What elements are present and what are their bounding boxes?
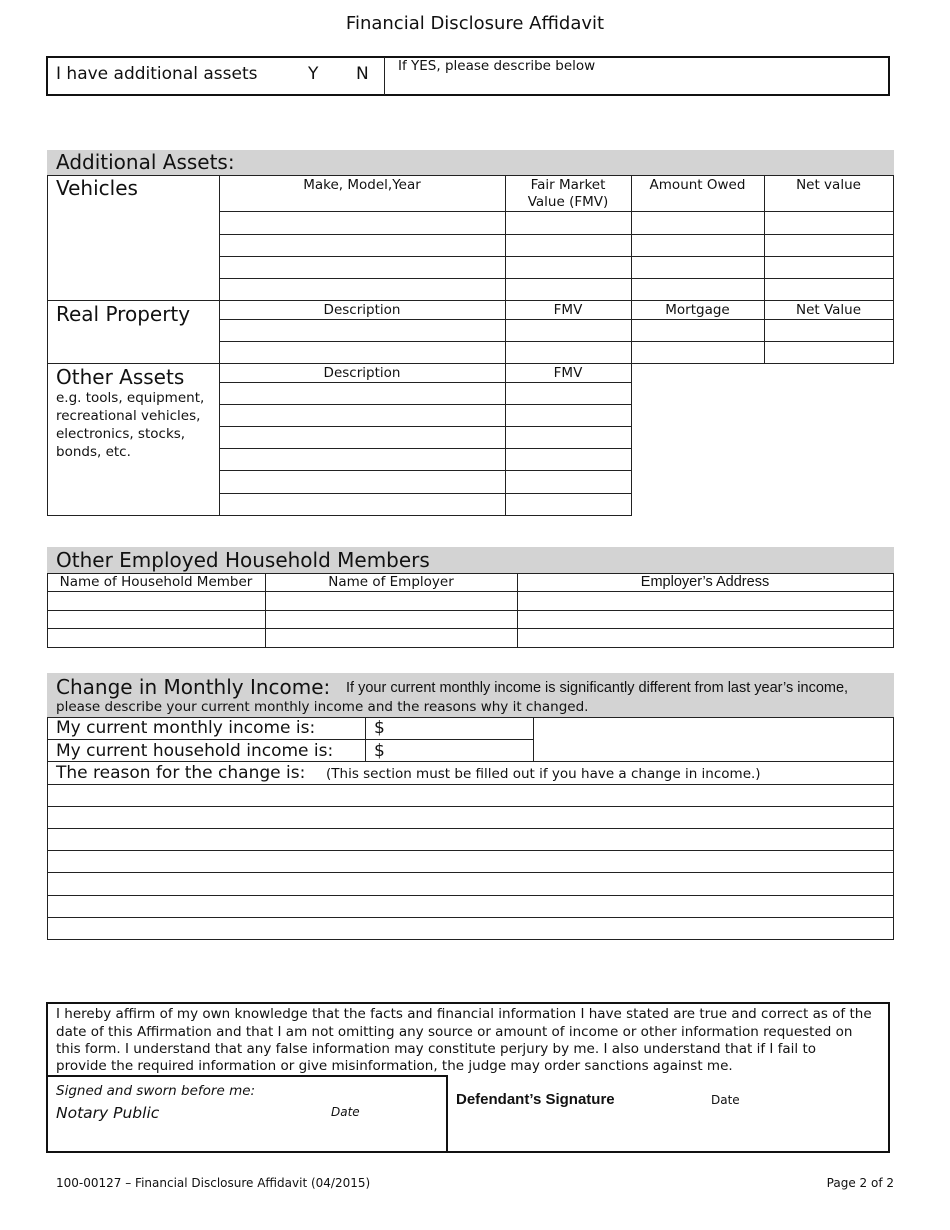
property-col-fmv: FMV <box>553 302 583 318</box>
property-col-net: Net Value <box>795 302 862 318</box>
signed-sworn-label: Signed and sworn before me: <box>56 1083 256 1099</box>
page-title: Financial Disclosure Affidavit <box>345 13 605 34</box>
additional-assets-header: Additional Assets: <box>56 150 235 174</box>
current-monthly-income-label: My current monthly income is: <box>56 718 316 738</box>
reason-rows[interactable] <box>48 785 893 939</box>
current-monthly-income-field[interactable] <box>390 718 532 738</box>
vehicles-col-fmv-2: Value (FMV) <box>527 194 609 210</box>
affirmation-line-3: this form. I understand that any false information may constitute perjury by me. I also understand that if I fail to <box>56 1041 817 1057</box>
vehicles-col-fmv-1: Fair Market <box>530 177 606 193</box>
other-assets-rows[interactable] <box>220 383 631 515</box>
other-assets-desc-4: bonds, etc. <box>56 444 131 460</box>
footer-form-id: 100-00127 – Financial Disclosure Affidavit (04/2015) <box>56 1176 371 1190</box>
current-household-income-field[interactable] <box>390 740 532 760</box>
notary-date-label: Date <box>331 1105 360 1119</box>
vehicles-label: Vehicles <box>56 176 138 200</box>
household-col-address: Employer’s Address <box>640 574 770 590</box>
other-assets-desc-1: e.g. tools, equipment, <box>56 390 205 406</box>
current-household-income-label: My current household income is: <box>56 741 334 761</box>
real-property-rows[interactable] <box>220 320 893 363</box>
affirmation-line-1: I hereby affirm of my own knowledge that the facts and financial information I have stated are true and correct as of the <box>56 1006 872 1022</box>
affirmation-line-4: provide the required information or give misinformation, the judge may order sanctions against me. <box>56 1058 733 1074</box>
other-assets-label: Other Assets <box>56 365 185 389</box>
property-col-mortgage: Mortgage <box>665 302 730 318</box>
current-monthly-dollar: $ <box>374 718 385 738</box>
defendant-date-label: Date <box>711 1093 740 1107</box>
notary-public-label: Notary Public <box>56 1104 160 1122</box>
income-header: Change in Monthly Income: <box>56 675 331 699</box>
real-property-label: Real Property <box>56 302 191 326</box>
additional-assets-label: I have additional assets <box>56 64 258 84</box>
defendant-signature-field[interactable] <box>452 1112 886 1150</box>
other-col-fmv: FMV <box>553 365 583 381</box>
yes-option[interactable]: Y <box>308 64 319 84</box>
if-yes-note: If YES, please describe below <box>398 58 596 74</box>
reason-label: The reason for the change is: <box>56 763 306 783</box>
current-household-dollar: $ <box>374 741 385 761</box>
describe-assets-field[interactable] <box>386 78 888 94</box>
notary-signature-field[interactable] <box>50 1124 444 1150</box>
other-assets-desc-2: recreational vehicles, <box>56 408 201 424</box>
footer-page-number: Page 2 of 2 <box>826 1176 894 1190</box>
vehicles-rows[interactable] <box>220 212 893 300</box>
other-assets-desc-3: electronics, stocks, <box>56 426 186 442</box>
affirmation-line-2: date of this Affirmation and that I am not omitting any source or amount of income or other information requested on <box>56 1024 853 1040</box>
household-col-member: Name of Household Member <box>59 574 253 590</box>
vehicles-col-make: Make, Model,Year <box>303 177 421 193</box>
reason-note: (This section must be filled out if you have a change in income.) <box>326 766 761 782</box>
household-rows[interactable] <box>48 592 893 647</box>
income-header-note: If your current monthly income is significantly different from last year’s income, <box>346 680 849 696</box>
property-col-desc: Description <box>323 302 401 318</box>
vehicles-col-net: Net value <box>796 177 861 193</box>
other-col-desc: Description <box>323 365 401 381</box>
no-option[interactable]: N <box>356 64 369 84</box>
vehicles-col-owed: Amount Owed <box>649 177 746 193</box>
defendant-signature-label: Defendant’s Signature <box>456 1091 615 1108</box>
income-header-note-2: please describe your current monthly income and the reasons why it changed. <box>56 699 589 715</box>
household-header: Other Employed Household Members <box>56 548 430 572</box>
household-col-employer: Name of Employer <box>328 574 454 590</box>
